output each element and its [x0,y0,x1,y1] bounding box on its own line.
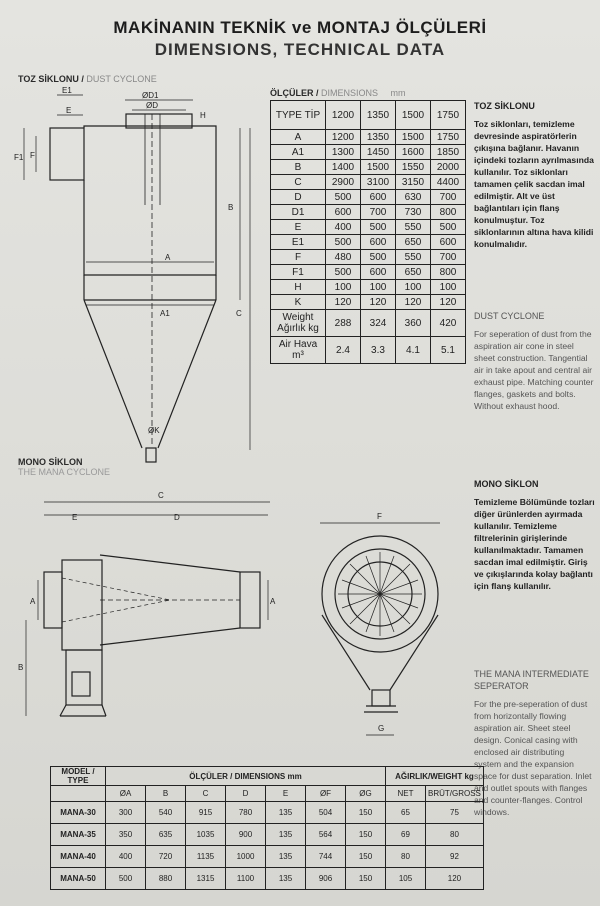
mana-subheader-row [51,786,484,802]
table-row [51,824,484,846]
row-value: 600 [431,235,466,250]
row-value: 1750 [431,130,466,145]
row-value: 2.4 [326,337,361,364]
table-row [271,250,466,265]
row-value: 780 [226,802,266,824]
row-value: 150 [346,846,386,868]
row-key: C [271,175,326,190]
mana-cyclone-front-drawing [320,523,440,735]
row-key: Air Hava m³ [271,337,326,364]
row-value: 564 [306,824,346,846]
row-value: 730 [396,205,431,220]
row-value: 906 [306,868,346,890]
header-brut: BRÜT/GROSS [426,786,484,802]
row-type: MANA-40 [51,846,106,868]
row-value: 80 [426,824,484,846]
row-value: 500 [361,220,396,235]
row-value: 630 [396,190,431,205]
row-value: 120 [396,295,431,310]
toz-en-block: DUST CYCLONE For seperation of dust from the aspiration air cone in steel sheet construction. Tangential air in take apout and central air exhaust pipe. Matching counter flanges, gaskets and bolts. Without exhaust hood. [474,311,594,411]
header-dimensions: ÖLÇÜLER / DIMENSIONS mm [106,767,386,786]
row-value: 600 [326,205,361,220]
row-value: 80 [386,846,426,868]
label-mana-D: D [174,513,180,522]
header-col: ØA [106,786,146,802]
row-value: 360 [396,310,431,337]
row-value: 135 [266,824,306,846]
row-value: 1350 [361,130,396,145]
label-mana-G: G [378,724,385,733]
dimensions-table [270,100,466,364]
row-value: 4.1 [396,337,431,364]
row-value: 600 [361,265,396,280]
header-col: E [266,786,306,802]
row-value: 650 [396,235,431,250]
row-value: 288 [326,310,361,337]
header-col: D [226,786,266,802]
label-A: A [165,253,171,262]
row-value: 504 [306,802,346,824]
row-value: 4400 [431,175,466,190]
table-row [271,265,466,280]
row-key: D [271,190,326,205]
air-row [271,337,466,364]
mana-cyclone-label: MONO SİKLON THE MANA CYCLONE [18,457,111,477]
row-type: MANA-30 [51,802,106,824]
header-col: B [146,786,186,802]
dust-cyclone-label: TOZ SİKLONU / DUST CYCLONE [18,74,157,84]
mana-table [50,766,484,890]
row-value: 135 [266,868,306,890]
table-row [271,175,466,190]
dust-cyclone-drawing [24,95,250,462]
mana-header-row [51,767,484,786]
table-row [271,190,466,205]
row-value: 1200 [326,130,361,145]
label-mana-C: C [158,491,164,500]
table-row [51,802,484,824]
row-value: 600 [361,190,396,205]
row-key: E1 [271,235,326,250]
label-mana-E: E [72,513,78,522]
row-value: 400 [106,846,146,868]
row-value: 3150 [396,175,431,190]
row-type: MANA-35 [51,824,106,846]
row-value: 500 [326,265,361,280]
row-value: 105 [386,868,426,890]
dimensions-label: ÖLÇÜLER / DIMENSIONS mm [270,88,406,98]
row-value: 650 [396,265,431,280]
row-value: 150 [346,868,386,890]
label-E: E [66,106,72,115]
label-F: F [30,151,35,160]
row-key: F1 [271,265,326,280]
label-mana-F: F [377,512,382,521]
row-value: 92 [426,846,484,868]
label-D1: ØD1 [142,91,159,100]
row-key: E [271,220,326,235]
table-row [271,160,466,175]
label-mana-A-left: A [30,597,36,606]
page-title-tr: MAKİNANIN TEKNİK ve MONTAJ ÖLÇÜLERİ [113,18,487,37]
row-value: 500 [326,190,361,205]
header-col: 1500 [396,101,431,130]
header-type: TYPE TİP [271,101,326,130]
header-net: NET [386,786,426,802]
label-E1: E1 [62,86,72,95]
row-value: 400 [326,220,361,235]
row-value: 880 [146,868,186,890]
row-value: 800 [431,265,466,280]
row-value: 1550 [396,160,431,175]
row-key: B [271,160,326,175]
row-key: D1 [271,205,326,220]
row-value: 1600 [396,145,431,160]
row-value: 120 [431,295,466,310]
row-value: 1850 [431,145,466,160]
row-key: A [271,130,326,145]
header-col: 1200 [326,101,361,130]
row-value: 65 [386,802,426,824]
row-key: K [271,295,326,310]
row-value: 420 [431,310,466,337]
row-value: 915 [186,802,226,824]
row-value: 900 [226,824,266,846]
row-value: 100 [326,280,361,295]
label-mana-A-right: A [270,597,276,606]
table-row [271,295,466,310]
row-value: 350 [106,824,146,846]
row-value: 120 [361,295,396,310]
row-key: F [271,250,326,265]
label-D: ØD [146,101,158,110]
row-value: 100 [361,280,396,295]
table-row [51,846,484,868]
header-col: C [186,786,226,802]
row-key: H [271,280,326,295]
row-value: 100 [431,280,466,295]
row-value: 700 [431,190,466,205]
header-col: 1350 [361,101,396,130]
row-value: 135 [266,846,306,868]
label-C: C [236,309,242,318]
row-type: MANA-50 [51,868,106,890]
row-value: 1100 [226,868,266,890]
row-value: 120 [326,295,361,310]
page-title-en: DIMENSIONS, TECHNICAL DATA [154,40,446,59]
row-value: 3.3 [361,337,396,364]
header-col: 1750 [431,101,466,130]
row-value: 120 [426,868,484,890]
table-row [51,868,484,890]
toz-tr-block: TOZ SİKLONU Toz siklonları, temizleme devresinde aspiratörlerin çıkışına bağlanır. Havanın içindeki tozların ayrılmasında kullanılır. Toz siklonları tamamen çelik sacdan imal edilmiştir. Alt ve üst bağlantıları için flanş konulmuştur. Toz siklonlarının altına hava kilidi konulmalıdır. [474,101,594,249]
mana-cyclone-side-drawing [26,502,270,716]
row-value: 540 [146,802,186,824]
row-value: 500 [326,235,361,250]
row-value: 744 [306,846,346,868]
row-key: Weight Ağırlık kg [271,310,326,337]
header-model-type: MODEL / TYPE [51,767,106,786]
row-value: 500 [431,220,466,235]
table-row [271,235,466,250]
row-value: 150 [346,824,386,846]
row-value: 635 [146,824,186,846]
mono-tr-block: MONO SİKLON Temizleme Bölümünde tozları diğer ürünlerden ayırmada kullanılır. Temizleme filtrelerinin girişlerinde kullanılmaktadır. Tamamen sacdan imal edilmiştir. Giriş ve çıkışlarında kolay bağlantı için flanş kullanılır. [474,479,595,591]
row-value: 75 [426,802,484,824]
table-row [271,280,466,295]
table-row [271,145,466,160]
row-value: 135 [266,802,306,824]
label-F1: F1 [14,153,24,162]
mana-en-block: THE MANA INTERMEDIATE SEPERATOR For the pre-seperation of dust from horizontally flowing aspiration air. Sheet steel design. Conical casing with enclosed air distributing system and the expansion space for dust separation. Inlet and outlet spouts with flanges and counter-flanges. Control windows. [474,669,592,817]
row-value: 1400 [326,160,361,175]
row-value: 3100 [361,175,396,190]
row-value: 2900 [326,175,361,190]
header-blank [51,786,106,802]
row-value: 1000 [226,846,266,868]
row-value: 1135 [186,846,226,868]
weight-row [271,310,466,337]
label-B: B [228,203,234,212]
row-value: 300 [106,802,146,824]
row-value: 1500 [361,160,396,175]
row-value: 1315 [186,868,226,890]
label-mana-B: B [18,663,24,672]
table-row [271,130,466,145]
label-H: H [200,111,206,120]
header-col: ØF [306,786,346,802]
label-K: ØK [148,426,160,435]
row-value: 1035 [186,824,226,846]
row-value: 480 [326,250,361,265]
row-value: 500 [106,868,146,890]
label-A1: A1 [160,309,170,318]
row-value: 600 [361,235,396,250]
row-value: 700 [431,250,466,265]
row-value: 5.1 [431,337,466,364]
row-value: 800 [431,205,466,220]
header-col: ØG [346,786,386,802]
row-key: A1 [271,145,326,160]
row-value: 2000 [431,160,466,175]
row-value: 720 [146,846,186,868]
row-value: 500 [361,250,396,265]
row-value: 324 [361,310,396,337]
row-value: 1450 [361,145,396,160]
row-value: 150 [346,802,386,824]
row-value: 69 [386,824,426,846]
row-value: 550 [396,250,431,265]
row-value: 1300 [326,145,361,160]
row-value: 550 [396,220,431,235]
row-value: 100 [396,280,431,295]
table-row [271,205,466,220]
row-value: 700 [361,205,396,220]
table-row [271,220,466,235]
table-header-row [271,101,466,130]
header-weight: AĞIRLIK/WEIGHT kg [386,767,484,786]
row-value: 1500 [396,130,431,145]
